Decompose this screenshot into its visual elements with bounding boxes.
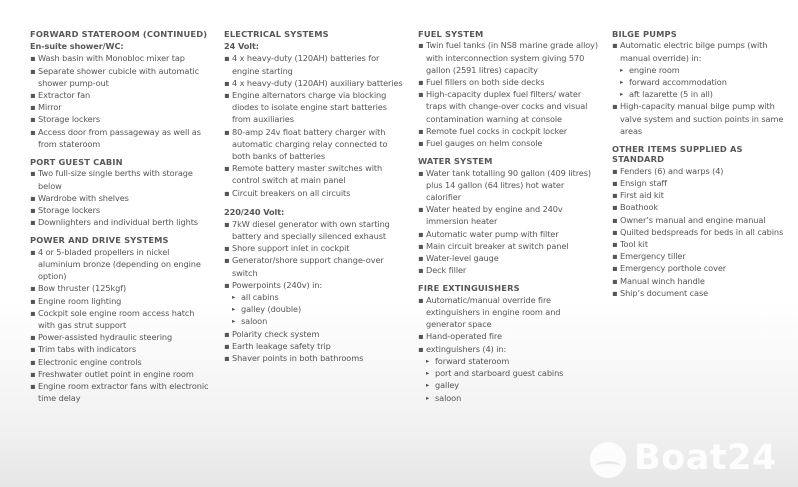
spec-list-item — [224, 254, 404, 278]
bullet-icon: ▪ — [612, 101, 618, 112]
spec-sublist-item — [612, 88, 794, 100]
spec-item-text: Trim tabs with indicators — [38, 344, 137, 355]
spec-list-item — [30, 295, 212, 307]
spec-item-text: Wash basin with Monobloc mixer tap — [38, 53, 185, 64]
bullet-icon: ▪ — [30, 246, 36, 257]
spec-item-text: Remote battery master switches with control switch at main panel — [232, 163, 383, 186]
spec-item-text: Power-assisted hydraulic steering — [38, 332, 173, 343]
spec-list — [612, 165, 794, 299]
bullet-icon: ▪ — [224, 353, 230, 364]
spec-sublist — [418, 355, 598, 404]
bullet-icon: ▪ — [612, 251, 618, 262]
boat24-logo-icon — [590, 442, 626, 478]
spec-section — [224, 206, 404, 364]
spec-item-text: Engine room extractor fans with electronic time delay — [38, 381, 209, 404]
spec-section — [418, 29, 598, 149]
spec-list-item — [30, 216, 212, 228]
spec-sublist-item — [612, 64, 794, 76]
spec-list-item — [224, 218, 404, 242]
section-heading: POWER AND DRIVE SYSTEMS — [30, 235, 169, 246]
bullet-icon: ▪ — [612, 226, 618, 237]
spec-section — [30, 235, 212, 404]
spec-item-text: 4 x heavy-duty (120AH) auxiliary batteries — [232, 77, 403, 88]
spec-list — [418, 167, 598, 277]
spec-list-item — [418, 240, 598, 252]
spec-sublist-item — [418, 355, 598, 367]
section-heading: OTHER ITEMS SUPPLIED AS STANDARD — [612, 144, 743, 165]
spec-list-item — [612, 250, 794, 262]
spec-column-3 — [418, 29, 598, 411]
bullet-icon: ▪ — [418, 331, 424, 342]
spec-list-item — [418, 294, 598, 331]
spec-item-text: Earth leakage safety trip — [232, 340, 331, 351]
spec-section — [418, 156, 598, 276]
section-heading: BILGE PUMPS — [612, 29, 677, 39]
bullet-icon: ▪ — [30, 283, 36, 294]
bullet-icon: ▪ — [224, 163, 230, 174]
bullet-icon: ▪ — [418, 167, 424, 178]
spec-list — [30, 167, 212, 228]
bullet-icon: ▪ — [30, 192, 36, 203]
bullet-icon: ▪ — [30, 217, 36, 228]
spec-item-text: Mirror — [38, 102, 62, 113]
bullet-icon: ▪ — [418, 77, 424, 88]
spec-item-text: Water-level gauge — [426, 253, 499, 264]
bullet-icon: ▪ — [224, 328, 230, 339]
section-subheading: En-suite shower/WC: — [30, 41, 124, 52]
bullet-icon: ▪ — [418, 125, 424, 136]
spec-list-item — [30, 380, 212, 404]
bullet-icon: ▪ — [418, 294, 424, 305]
bullet-icon: ▪ — [612, 287, 618, 298]
spec-section — [612, 29, 794, 137]
bullet-icon: ▪ — [612, 275, 618, 286]
bullet-icon: ▪ — [30, 381, 36, 392]
bullet-icon: ▪ — [224, 279, 230, 290]
bullet-icon: ▪ — [612, 239, 618, 250]
section-heading: FUEL SYSTEM — [418, 29, 484, 39]
bullet-icon: ▪ — [418, 240, 424, 251]
spec-item-text: Separate shower cubicle with automatic shower pump-out — [38, 65, 200, 88]
spec-list-item — [30, 204, 212, 216]
spec-list-item — [224, 242, 404, 254]
spec-item-text: 4 x heavy-duty (120AH) batteries for engine starting — [232, 53, 380, 76]
bullet-icon: ▪ — [30, 168, 36, 179]
bullet-icon: ▪ — [224, 53, 230, 64]
bullet-icon: ▪ — [418, 138, 424, 149]
spec-list-item — [30, 331, 212, 343]
spec-list-item — [612, 201, 794, 213]
spec-item-text: Twin fuel tanks (in NS8 marine grade alloy) with interconnection system giving 570 gallon (2591 litres) capacity — [426, 40, 599, 75]
spec-item-text: Circuit breakers on all circuits — [232, 187, 351, 198]
spec-section — [30, 29, 212, 150]
spec-item-text: Automatic/manual override fire extinguishers in engine room and generator space — [426, 294, 561, 330]
bullet-icon: ▪ — [224, 126, 230, 137]
spec-item-text: Manual winch handle — [620, 275, 705, 286]
spec-item-text: Main circuit breaker at switch panel — [426, 240, 569, 251]
spec-item-text: Automatic water pump with filter — [426, 228, 559, 239]
spec-item-text: Generator/shore support change-over switch — [232, 255, 384, 278]
spec-subitem-text: galley — [435, 380, 460, 391]
bullet-icon: ▪ — [612, 263, 618, 274]
spec-list-item — [612, 39, 794, 63]
bullet-icon: ▪ — [30, 368, 36, 379]
spec-list — [30, 246, 212, 405]
arrow-bullet-icon: ▸ — [232, 317, 236, 326]
spec-list-item — [612, 262, 794, 274]
spec-subitem-text: galley (double) — [241, 304, 302, 315]
spec-sublist-item — [224, 291, 404, 303]
spec-item-text: High-capacity duplex fuel filters/ water traps with change-over cocks and visual contamination warning at console — [426, 89, 588, 124]
spec-list — [418, 39, 598, 149]
bullet-icon: ▪ — [30, 65, 36, 76]
spec-item-text: Owner’s manual and engine manual — [620, 214, 766, 225]
bullet-icon: ▪ — [224, 340, 230, 351]
spec-subitem-text: all cabins — [241, 292, 279, 303]
section-heading: FORWARD STATEROOM (CONTINUED) — [30, 29, 208, 39]
spec-item-text: Quilted bedspreads for beds in all cabins — [620, 226, 784, 237]
spec-item-text: Ensign staff — [620, 178, 667, 189]
spec-list-item — [224, 352, 404, 364]
section-heading: FIRE EXTINGUISHERS — [418, 283, 520, 294]
bullet-icon: ▪ — [418, 40, 424, 51]
spec-subitem-text: saloon — [241, 316, 268, 327]
bullet-icon: ▪ — [30, 295, 36, 306]
spec-subitem-text: forward stateroom — [435, 355, 510, 366]
arrow-bullet-icon: ▸ — [620, 78, 624, 87]
spec-list-item — [418, 330, 598, 342]
spec-list-item — [612, 226, 794, 238]
spec-sublist-item — [224, 315, 404, 327]
spec-list — [224, 52, 404, 198]
spec-list-item — [224, 52, 404, 76]
spec-list-item — [30, 89, 212, 101]
spec-list — [30, 52, 212, 150]
spec-list-item — [418, 203, 598, 227]
spec-item-text: Storage lockers — [38, 205, 101, 216]
spec-list-item — [30, 282, 212, 294]
arrow-bullet-icon: ▸ — [620, 90, 624, 99]
spec-sublist-item — [418, 392, 598, 404]
spec-item-text: Downlighters and individual berth lights — [38, 217, 198, 228]
spec-list-item — [224, 340, 404, 352]
arrow-bullet-icon: ▸ — [426, 393, 430, 402]
bullet-icon: ▪ — [30, 53, 36, 64]
spec-sublist — [224, 291, 404, 328]
spec-item-text: 7kW diesel generator with own starting battery and specially silenced exhaust — [232, 218, 390, 242]
bullet-icon: ▪ — [30, 356, 36, 367]
spec-item-text: Polarity check system — [232, 328, 320, 339]
spec-list-item — [30, 101, 212, 113]
spec-item-text: Automatic electric bilge pumps (with manual override) in: — [620, 40, 768, 63]
spec-item-text: Water tank totalling 90 gallon (409 litres) plus 14 gallon (64 litres) hot water calorifier — [426, 167, 591, 203]
bullet-icon: ▪ — [224, 90, 230, 101]
arrow-bullet-icon: ▸ — [620, 65, 624, 74]
spec-list — [224, 218, 404, 364]
spec-item-text: Boathook — [620, 202, 659, 213]
bullet-icon: ▪ — [30, 126, 36, 137]
spec-item-text: Remote fuel cocks in cockpit locker — [426, 125, 568, 136]
bullet-icon: ▪ — [224, 255, 230, 266]
spec-item-text: Water heated by engine and 240v immersion heater — [426, 204, 563, 227]
spec-column-4 — [612, 29, 794, 306]
spec-list-item — [612, 100, 794, 137]
arrow-bullet-icon: ▸ — [232, 293, 236, 302]
bullet-icon: ▪ — [30, 307, 36, 318]
spec-list-item — [224, 77, 404, 89]
bullet-icon: ▪ — [30, 344, 36, 355]
bullet-icon: ▪ — [418, 228, 424, 239]
spec-item-text: First aid kit — [620, 190, 664, 201]
spec-item-text: High-capacity manual bilge pump with valve system and suction points in same areas — [620, 101, 784, 136]
spec-list-item — [224, 328, 404, 340]
spec-item-text: Storage lockers — [38, 114, 101, 125]
arrow-bullet-icon: ▸ — [426, 381, 430, 390]
spec-item-text: Two full-size single berths with storage below — [38, 168, 193, 191]
spec-item-text: Hand-operated fire — [426, 331, 502, 342]
spec-list-item — [418, 228, 598, 240]
bullet-icon: ▪ — [612, 40, 618, 51]
spec-sublist-item — [612, 76, 794, 88]
spec-item-text: Fuel fillers on both side decks — [426, 77, 545, 88]
spec-item-text: Freshwater outlet point in engine room — [38, 368, 194, 379]
spec-item-text: Access door from passageway as well as from stateroom — [38, 126, 201, 149]
spec-subitem-text: aft lazarette (5 in all) — [629, 89, 713, 100]
bullet-icon: ▪ — [612, 214, 618, 225]
spec-item-text: Engine room lighting — [38, 295, 122, 306]
spec-item-text: 80-amp 24v float battery charger with automatic charging relay connected to both banks of batteries — [232, 126, 388, 162]
spec-item-text: Shore support inlet in cockpit — [232, 243, 350, 254]
spec-list-item — [418, 343, 598, 355]
spec-item-text: 4 or 5-bladed propellers in nickel aluminium bronze (depending on engine option) — [38, 246, 201, 282]
bullet-icon: ▪ — [612, 178, 618, 189]
spec-list-item — [612, 287, 794, 299]
spec-list-item — [224, 279, 404, 291]
spec-item-text: extinguishers (4) in: — [426, 343, 507, 354]
spec-list-item — [224, 187, 404, 199]
spec-section — [612, 144, 794, 299]
spec-column-1 — [30, 29, 212, 412]
spec-list-item — [30, 192, 212, 204]
spec-list — [418, 294, 598, 404]
spec-item-text: Ship’s document case — [620, 287, 709, 298]
spec-list-item — [612, 177, 794, 189]
arrow-bullet-icon: ▸ — [232, 305, 236, 314]
spec-section — [224, 29, 404, 199]
bullet-icon: ▪ — [30, 114, 36, 125]
section-heading: PORT GUEST CABIN — [30, 157, 123, 168]
spec-list-item — [418, 39, 598, 76]
spec-list — [612, 39, 794, 137]
spec-item-text: Deck filler — [426, 265, 467, 276]
spec-item-text: Fenders (6) and warps (4) — [620, 165, 724, 176]
spec-list-item — [612, 165, 794, 177]
arrow-bullet-icon: ▸ — [426, 369, 430, 378]
bullet-icon: ▪ — [418, 204, 424, 215]
spec-sublist-item — [418, 367, 598, 379]
boat24-watermark — [590, 440, 790, 478]
bullet-icon: ▪ — [612, 165, 618, 176]
bullet-icon: ▪ — [30, 90, 36, 101]
spec-list-item — [418, 125, 598, 137]
section-subheading: 24 Volt: — [224, 41, 259, 52]
spec-section — [30, 157, 212, 228]
spec-section — [418, 283, 598, 403]
spec-list-item — [224, 126, 404, 163]
spec-list-item — [612, 214, 794, 226]
spec-list-item — [30, 52, 212, 64]
spec-list-item — [30, 246, 212, 283]
spec-list-item — [418, 264, 598, 276]
spec-item-text: Cockpit sole engine room access hatch with gas strut support — [38, 307, 195, 331]
spec-list-item — [224, 89, 404, 126]
spec-list-item — [30, 343, 212, 355]
spec-column-2 — [224, 29, 404, 371]
bullet-icon: ▪ — [418, 89, 424, 100]
spec-list-item — [30, 65, 212, 89]
spec-item-text: Emergency porthole cover — [620, 263, 727, 274]
spec-list-item — [30, 368, 212, 380]
bullet-icon: ▪ — [612, 190, 618, 201]
spec-item-text: Engine alternators charge via blocking diodes to isolate engine start batteries from auxiliaries — [232, 90, 387, 125]
spec-item-text: Fuel gauges on helm console — [426, 138, 543, 149]
spec-list-item — [418, 137, 598, 149]
bullet-icon: ▪ — [30, 102, 36, 113]
spec-item-text: Extractor fan — [38, 90, 91, 101]
spec-subitem-text: forward accommodation — [629, 77, 727, 88]
spec-item-text: Electronic engine controls — [38, 356, 142, 367]
bullet-icon: ▪ — [224, 187, 230, 198]
bullet-icon: ▪ — [224, 77, 230, 88]
section-heading: WATER SYSTEM — [418, 156, 493, 167]
spec-list-item — [30, 356, 212, 368]
spec-list-item — [30, 113, 212, 125]
bullet-icon: ▪ — [418, 343, 424, 354]
spec-item-text: Shaver points in both bathrooms — [232, 353, 364, 364]
spec-list-item — [30, 307, 212, 331]
spec-item-text: Wardrobe with shelves — [38, 192, 129, 203]
bullet-icon: ▪ — [30, 332, 36, 343]
spec-list-item — [612, 189, 794, 201]
spec-sublist — [612, 64, 794, 101]
spec-sublist-item — [418, 379, 598, 391]
spec-item-text: Bow thruster (125kgf) — [38, 283, 127, 294]
spec-subitem-text: port and starboard guest cabins — [435, 368, 564, 379]
spec-list-item — [418, 252, 598, 264]
spec-subitem-text: engine room — [629, 64, 680, 75]
spec-item-text: Emergency tiller — [620, 251, 686, 262]
spec-subitem-text: saloon — [435, 392, 462, 403]
spec-list-item — [612, 238, 794, 250]
spec-item-text: Powerpoints (240v) in: — [232, 279, 322, 290]
arrow-bullet-icon: ▸ — [426, 356, 430, 365]
bullet-icon: ▪ — [418, 253, 424, 264]
bullet-icon: ▪ — [418, 265, 424, 276]
spec-sublist-item — [224, 303, 404, 315]
spec-list-item — [224, 162, 404, 186]
section-subheading: 220/240 Volt: — [224, 206, 285, 217]
spec-list-item — [30, 126, 212, 150]
spec-item-text: Tool kit — [620, 239, 648, 250]
bullet-icon: ▪ — [612, 202, 618, 213]
spec-list-item — [612, 275, 794, 287]
spec-list-item — [30, 167, 212, 191]
spec-list-item — [418, 88, 598, 125]
section-heading: ELECTRICAL SYSTEMS — [224, 29, 329, 39]
spec-list-item — [418, 76, 598, 88]
bullet-icon: ▪ — [224, 243, 230, 254]
bullet-icon: ▪ — [30, 205, 36, 216]
bullet-icon: ▪ — [224, 218, 230, 229]
watermark-text: Boat24 — [634, 438, 777, 478]
spec-list-item — [418, 167, 598, 204]
